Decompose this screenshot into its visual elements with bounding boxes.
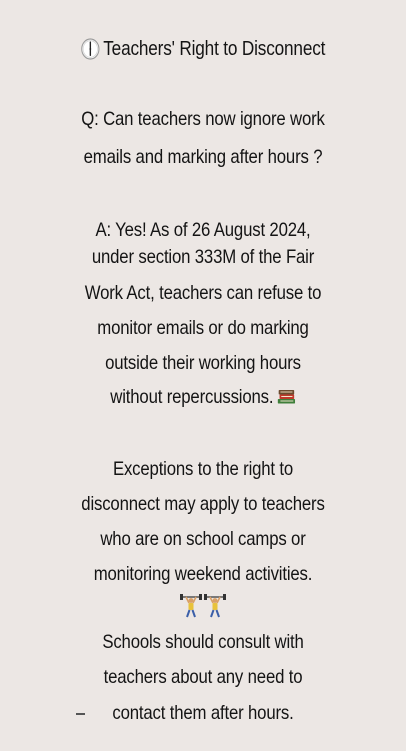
answer-line-text: without repercussions.	[110, 386, 274, 408]
question-line: Q: Can teachers now ignore work	[81, 108, 325, 130]
answer-line: under section 333M of the Fair	[91, 246, 315, 268]
exceptions-line: disconnect may apply to teachers	[81, 493, 325, 515]
title-inner	[81, 37, 325, 61]
weightlifter-icon	[180, 594, 202, 618]
answer-line: outside their working hours	[105, 352, 301, 374]
exceptions-line: Exceptions to the right to	[112, 458, 294, 480]
exceptions-line: monitoring weekend activities.	[93, 563, 313, 585]
answer-line: A: Yes! As of 26 August 2024,	[95, 219, 311, 241]
answer-line: Work Act, teachers can refuse to	[84, 282, 322, 304]
weightlifter-icon	[204, 594, 226, 618]
stray-dash-mark	[76, 713, 85, 715]
consult-line: teachers about any need to	[103, 666, 303, 688]
page-title: Teachers' Right to Disconnect	[103, 38, 326, 60]
question-line: emails and marking after hours ?	[83, 146, 323, 168]
books-icon	[277, 387, 296, 405]
title-row	[0, 37, 406, 65]
answer-line-last	[28, 385, 377, 409]
answer-line: monitor emails or do marking	[97, 317, 309, 339]
consult-line: Schools should consult with	[102, 631, 304, 653]
weightlifter-divider	[0, 594, 406, 623]
clock-icon	[81, 38, 100, 60]
consult-line: contact them after hours.	[112, 702, 294, 724]
exceptions-line: who are on school camps or	[100, 528, 306, 550]
